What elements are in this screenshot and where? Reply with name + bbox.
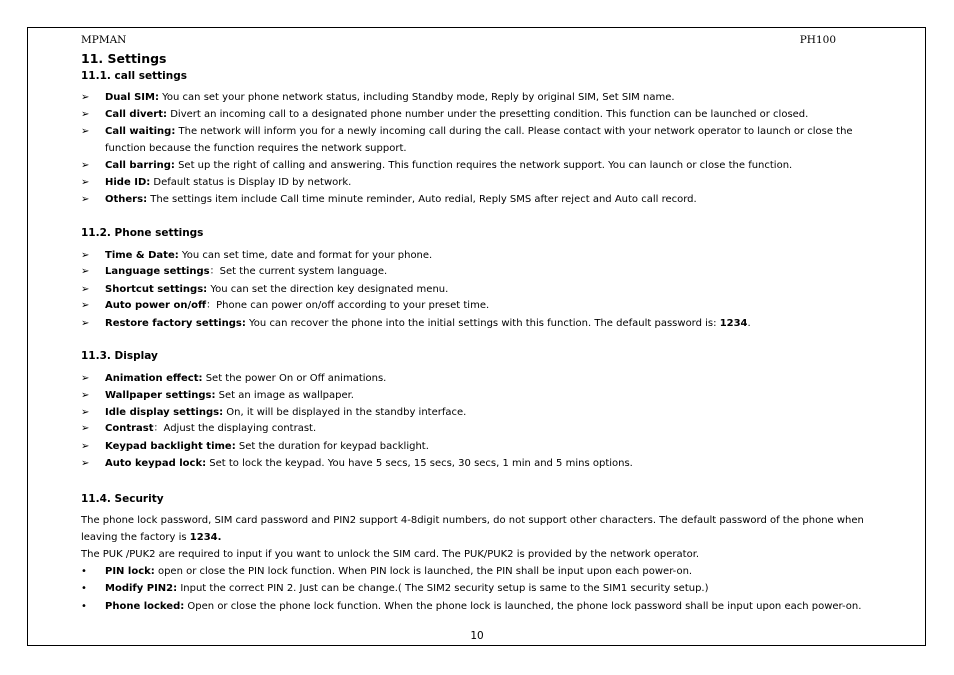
bullet-arrow-icon: ➢ [81,458,90,469]
bullet-arrow-icon: ➢ [81,373,90,384]
header-model: PH100 [799,34,836,46]
bullet-arrow-icon: ➢ [81,126,90,137]
list-item: • Phone locked: Open or close the phone lock function. When the phone lock is launched, the phone lock password shall be input upon each power-on. [81,598,881,615]
bullet-arrow-icon: ➢ [81,318,90,329]
list-item: ➢ Call waiting: The network will inform you for a newly incoming call during the call. Please contact with your network operator to launch or close the function because the function requires the network support. [81,123,881,157]
list-item: ➢ Dual SIM: You can set your phone network status, including Standby mode, Reply by original SIM, Set SIM name. [81,89,881,106]
list-item: • Modify PIN2: Input the correct PIN 2. Just can be change.( The SIM2 security setup is same to the SIM1 security setup.) [81,580,881,597]
list-item: ➢ Contrast：Adjust the displaying contrast. [81,420,881,437]
list-item: ➢ Language settings：Set the current system language. [81,263,881,280]
bullet-arrow-icon: ➢ [81,92,90,103]
list-item: ➢ Call divert: Divert an incoming call to a designated phone number under the presetting condition. This function can be launched or closed. [81,106,881,123]
bullet-dot-icon: • [81,583,87,594]
section-heading-call-settings: 11.1. call settings [81,70,187,82]
bullet-arrow-icon: ➢ [81,109,90,120]
bullet-arrow-icon: ➢ [81,390,90,401]
section-heading-display: 11.3. Display [81,350,158,362]
list-item: ➢ Shortcut settings: You can set the direction key designated menu. [81,281,881,298]
list-item: ➢ Auto keypad lock: Set to lock the keypad. You have 5 secs, 15 secs, 30 secs, 1 min and 5 mins options. [81,455,881,472]
bullet-arrow-icon: ➢ [81,194,90,205]
bullet-arrow-icon: ➢ [81,177,90,188]
security-paragraph-1: The phone lock password, SIM card password and PIN2 support 4-8digit numbers, do not support other characters. The default password of the phone when leaving the factory is 1234. [81,515,864,543]
section-heading-security: 11.4. Security [81,493,164,505]
bullet-arrow-icon: ➢ [81,250,90,261]
bullet-dot-icon: • [81,566,87,577]
list-item: ➢ Auto power on/off：Phone can power on/off according to your preset time. [81,297,881,314]
bullet-arrow-icon: ➢ [81,300,90,311]
bullet-arrow-icon: ➢ [81,407,90,418]
bullet-arrow-icon: ➢ [81,284,90,295]
list-item: ➢ Others: The settings item include Call time minute reminder, Auto redial, Reply SMS after reject and Auto call record. [81,191,881,208]
bullet-dot-icon: • [81,601,87,612]
list-item: ➢ Hide ID: Default status is Display ID by network. [81,174,881,191]
bullet-arrow-icon: ➢ [81,423,90,434]
list-item: • PIN lock: open or close the PIN lock function. When PIN lock is launched, the PIN shall be input upon each power-on. [81,563,881,580]
list-item: ➢ Animation effect: Set the power On or Off animations. [81,370,881,387]
bullet-arrow-icon: ➢ [81,441,90,452]
security-paragraph-2: The PUK /PUK2 are required to input if you want to unlock the SIM card. The PUK/PUK2 is provided by the network operator. [81,549,700,560]
list-item: ➢ Call barring: Set up the right of calling and answering. This function requires the network support. You can launch or close the function. [81,157,881,174]
bullet-arrow-icon: ➢ [81,266,90,277]
section-heading-phone-settings: 11.2. Phone settings [81,227,204,239]
list-item: ➢ Restore factory settings: You can recover the phone into the initial settings with this function. The default password is: 1234. [81,315,881,332]
header-brand: MPMAN [81,34,127,46]
list-item: ➢ Idle display settings: On, it will be displayed in the standby interface. [81,404,881,421]
page-number: 10 [470,630,484,642]
list-item: ➢ Keypad backlight time: Set the duration for keypad backlight. [81,438,881,455]
page-title: 11. Settings [81,51,167,66]
bullet-arrow-icon: ➢ [81,160,90,171]
list-item: ➢ Time & Date: You can set time, date and format for your phone. [81,247,881,264]
list-item: ➢ Wallpaper settings: Set an image as wallpaper. [81,387,881,404]
